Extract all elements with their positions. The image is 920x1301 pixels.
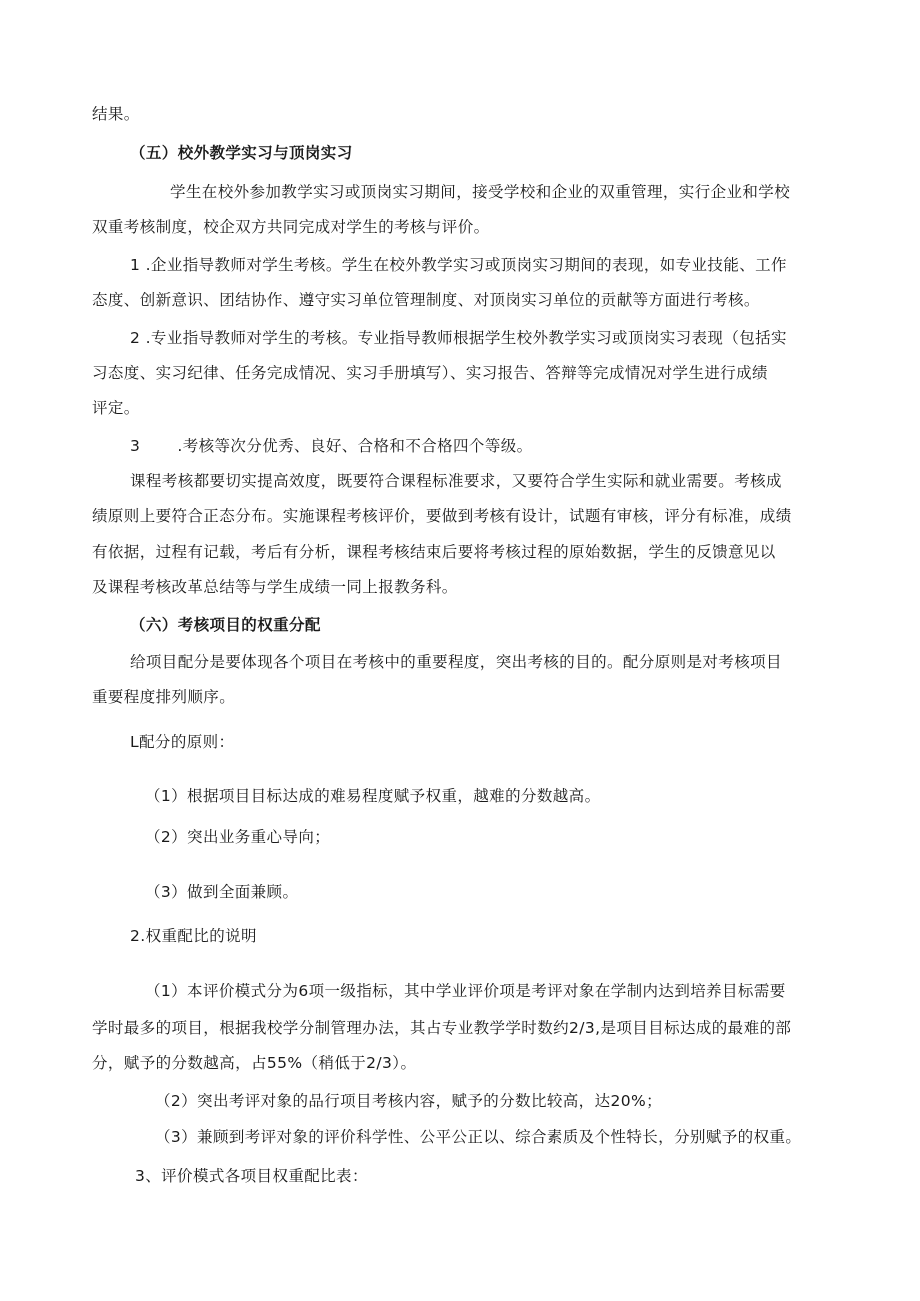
text-line: 给项目配分是要体现各个项目在考核中的重要程度，突出考核的目的。配分原则是对考核项目 bbox=[130, 653, 782, 671]
text-line: 结果。 bbox=[92, 105, 140, 123]
principle-item-2: （2）突出业务重心导向； bbox=[145, 828, 331, 846]
section-heading-5: （五）校外教学实习与顶岗实习 bbox=[130, 144, 353, 162]
subheading-weight-table: 3、评价模式各项目权重配比表： bbox=[135, 1167, 368, 1185]
subheading-principles: L配分的原则： bbox=[130, 733, 235, 751]
text-line: 习态度、实习纪律、任务完成情况、实习手册填写）、实习报告、答辩等完成情况对学生进行成绩 bbox=[92, 364, 768, 382]
subheading-weight-explanation: 2.权重配比的说明 bbox=[130, 927, 257, 945]
section-heading-6: （六）考核项目的权重分配 bbox=[130, 616, 321, 634]
text-line: 评定。 bbox=[92, 399, 140, 417]
text-line: 双重考核制度，校企双方共同完成对学生的考核与评价。 bbox=[92, 218, 490, 236]
explanation-item-1: （1）本评价模式分为6项一级指标，其中学业评价项是考评对象在学制内达到培养目标需要 bbox=[145, 982, 786, 1000]
list-item-2: 2 .专业指导教师对学生的考核。专业指导教师根据学生校外教学实习或顶岗实习表现（包括实 bbox=[130, 329, 787, 347]
text-line: 态度、创新意识、团结协作、遵守实习单位管理制度、对顶岗实习单位的贡献等方面进行考核。 bbox=[92, 291, 760, 309]
text-line: 学生在校外参加教学实习或顶岗实习期间，接受学校和企业的双重管理，实行企业和学校 bbox=[170, 183, 791, 201]
text-line: 有依据，过程有记载，考后有分析，课程考核结束后要将考核过程的原始数据，学生的反馈意见以 bbox=[92, 543, 776, 561]
principle-item-3: （3）做到全面兼顾。 bbox=[145, 883, 299, 901]
principle-item-1: （1）根据项目目标达成的难易程度赋予权重，越难的分数越高。 bbox=[145, 787, 601, 805]
explanation-item-3: （3）兼顾到考评对象的评价科学性、公平公正以、综合素质及个性特长，分别赋予的权重。 bbox=[155, 1128, 802, 1146]
text-line: 重要程度排列顺序。 bbox=[92, 688, 236, 706]
text-line: 绩原则上要符合正态分布。实施课程考核评价，要做到考核有设计，试题有审核，评分有标准，成绩 bbox=[92, 507, 792, 525]
text-line: 分，赋予的分数越高，占55%（稍低于2/3）。 bbox=[92, 1054, 417, 1072]
text-line: 学时最多的项目，根据我校学分制管理办法，其占专业教学学时数约2/3,是项目目标达成的最难的部 bbox=[92, 1019, 792, 1037]
text-line: 及课程考核改革总结等与学生成绩一同上报教务科。 bbox=[92, 578, 458, 596]
list-item-3: 3 .考核等次分优秀、良好、合格和不合格四个等级。 bbox=[130, 437, 533, 455]
explanation-item-2: （2）突出考评对象的品行项目考核内容，赋予的分数比较高，达20%； bbox=[155, 1092, 663, 1110]
text-line: 课程考核都要切实提高效度，既要符合课程标准要求，又要符合学生实际和就业需要。考核成 bbox=[130, 472, 782, 490]
list-item-1: 1 .企业指导教师对学生考核。学生在校外教学实习或顶岗实习期间的表现，如专业技能、工作 bbox=[130, 256, 787, 274]
